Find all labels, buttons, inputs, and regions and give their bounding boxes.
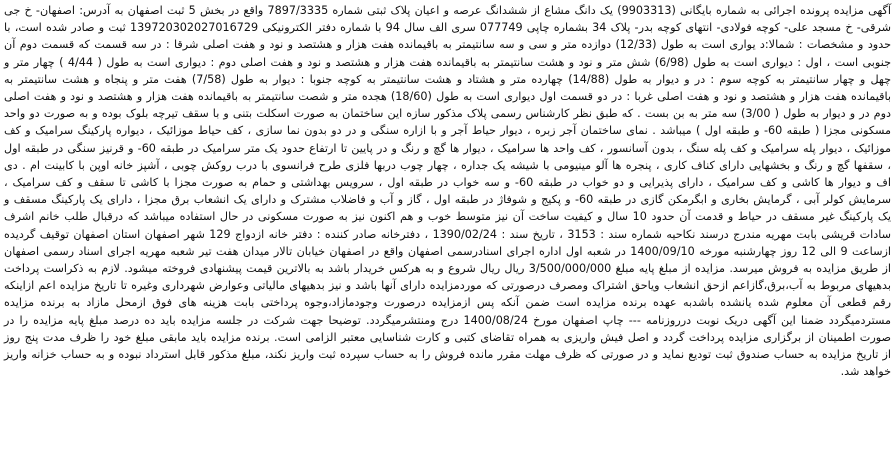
auction-notice-text: آگهی مزایده پرونده اجرائی به شماره بایگانی (9903313) یک دانگ مشاع از ششدانگ عرصه و اعیان پلاک ثبتی شماره 7897/3335 واقع در بخش 5 ثبت اصفهان به آدرس: اصفهان- خ جی شرقی- خ مسجد علی- کوچه فولادی- انتهای کوچه بدر- پلاک 34 بشماره چاپی 077749 سری الف سال 94 با شماره دفتر الکترونیکی 139720302027016729 ثبت و صادر شده است، با حدود و مشخصات : شمالا:د یواری است به طول (12/33) دوازده متر و سی و سه سانتیمتر به باقیمانده هفت هزار و هشتصد و نود و هفت اصلی شرقا : در سه قسمت که قسمت دوم آن جنوبی است ، اول : دیواری است به طول (6/98) شش متر و نود و هشت سانتیمتر به باقیمانده هفت هزار و هشتصد و نود و هفت اصلی دوم : دیواری است به طول ( 4/44 ) چهار متر و چهل و چهار سانتیمتر به کوچه سوم : در و دیوار به طول (14/88) چهارده متر و هشتاد و هشت سانتیمتر به کوچه جنوبا : دیوار به طول (7/58) هفت متر و پنجاه و هشت سانتیمتر به باقیمانده هفت هزار و هشتصد و نود و هفت اصلی غربا : در دو قسمت اول دیواری است به طول (18/60) هجده متر و شصت سانتیمتر به باقیمانده هفت هزار و هشتصد و نود و هفت اصلی دوم در و دیوار به طول ( 3/00) سه متر به بن بست . که طبق نظر کارشناس رسمی پلاک مذکور سازه این ساختمان به صورت اسکلت بتنی و با سقف تیرچه بلوک بوده و به صورت دو واحد مسکونی مجزا ( طبقه 60- و طبقه اول ) میباشد . نمای ساختمان آجر زبره ، دیوار حیاط آجر و با ازاره سنگی و در دو بدون نما سازی ، کف حیاط موزائیک ، دیواره پارکینگ سرامیک و کف موزائیک ، دیوار پله سرامیک و کف پله سنگ ، بدون آسانسور ، کف واحد ها سرامیک ، دیوار ها گچ و رنگ و در پایین تا ارتفاع حدود یک متر سرامیک در طبقه 60- و قرنیز سنگی در طبقه اول ، سقفها گچ و رنگ و بخشهایی دارای کناف کاری ، پنجره ها آلو مینیومی با شیشه یک جداره ، چهار چوب دربها فلزی طرح فرانسوی با درب روکش چوبی ، آشپز خانه اوپن با کابینت ام . دی اف و دیوار ها کاشی و کف سرامیک ، دارای پذیرایی و دو خواب در طبقه 60- و سه خواب در طبقه اول ، سرویس بهداشتی و حمام به صورت مجزا با کاشی تا سقف و کف سرامیک ، سرمایش کولر آبی ، گرمایش بخاری و ابگرمکن گازی در طبقه 60- و پکیج و شوفاژ در طبقه اول ، گاز و آب و فاضلاب مشترک و دارای یک انشعاب برق مجزا ، دارای یک پارکینگ مسقف و یک پارکینگ غیر مسقف در حیاط و قدمت آن حدود 10 سال و کیفیت ساخت آن نیز متوسط خوب و هم اکنون نیز به صورت مسکونی در حال استفاده میباشد که درقبال طلب خانم اشرف سادات قریشی بابت مهریه مندرج درسند نکاحیه شماره سند : 3153 ، تاریخ سند : 1390/02/24 ، دفترخانه صادر کننده : دفتر خانه ازدواج 129 شهر اصفهان استان اصفهان توقیف گردیده ازساعت 9 الی 12 روز چهارشنبه مورخه 1400/09/10 در شعبه اول اداره اجرای اسنادرسمی اصفهان واقع در اصفهان خیابان تالار میدان هفت تیر شعبه مهریه اجرای اسناد رسمی اصفهان از طریق مزایده به فروش میرسد. مزایده از مبلغ پایه مبلغ 3/500/000/000 ریال ریال شروع و به هرکس خریدار باشد به بالاترین قیمت پیشنهادی فروخته میشود. لازم به ذکراست پرداخت بدهیهای مربوط به آب،برق،گازاعم ازحق انشعاب ویاحق اشتراک ومصرف درصورتی که موردمزایده دارای آنها باشد و نیز بدهیهای مالیاتی وعوارض شهرداری وغیره تا تاریخ مزایده اعم ازاینکه رقم قطعی آن معلوم شده یانشده باشدبه عهده برنده مزایده است ضمن آنکه پس ازمزایده درصورت وجودمازاد،وجوه پرداختی بابت هزینه های فوق ازمحل مازاد به برنده مزایده مستردمیگردد ضمنا این آگهی دریک نوبت درروزنامه --- چاپ اصفهان مورخ 1400/08/24 درج ومنتشرمیگردد. توضیحا جهت شرکت در جلسه مزایده باید ده درصد مبلغ پایه مزایده را در صورت اطمینان از برگزاری مزایده پرداخت گردد و اصل فیش واریزی به همراه تقاضای کتبی و کارت شناسایی معتبر الزامی است. برنده مزایده باید مابقی مبلغ خود را ظرف مدت پنج روز از تاریخ مزایده به حساب صندوق ثبت تودیع نماید و در صورتی که ظرف مهلت مقرر مانده فروش را به حساب سپرده ثبت واریز نکند، مبلغ مذکور قابل استرداد نبوده و به حساب خزانه واریز خواهد شد.	[4, 4, 892, 379]
